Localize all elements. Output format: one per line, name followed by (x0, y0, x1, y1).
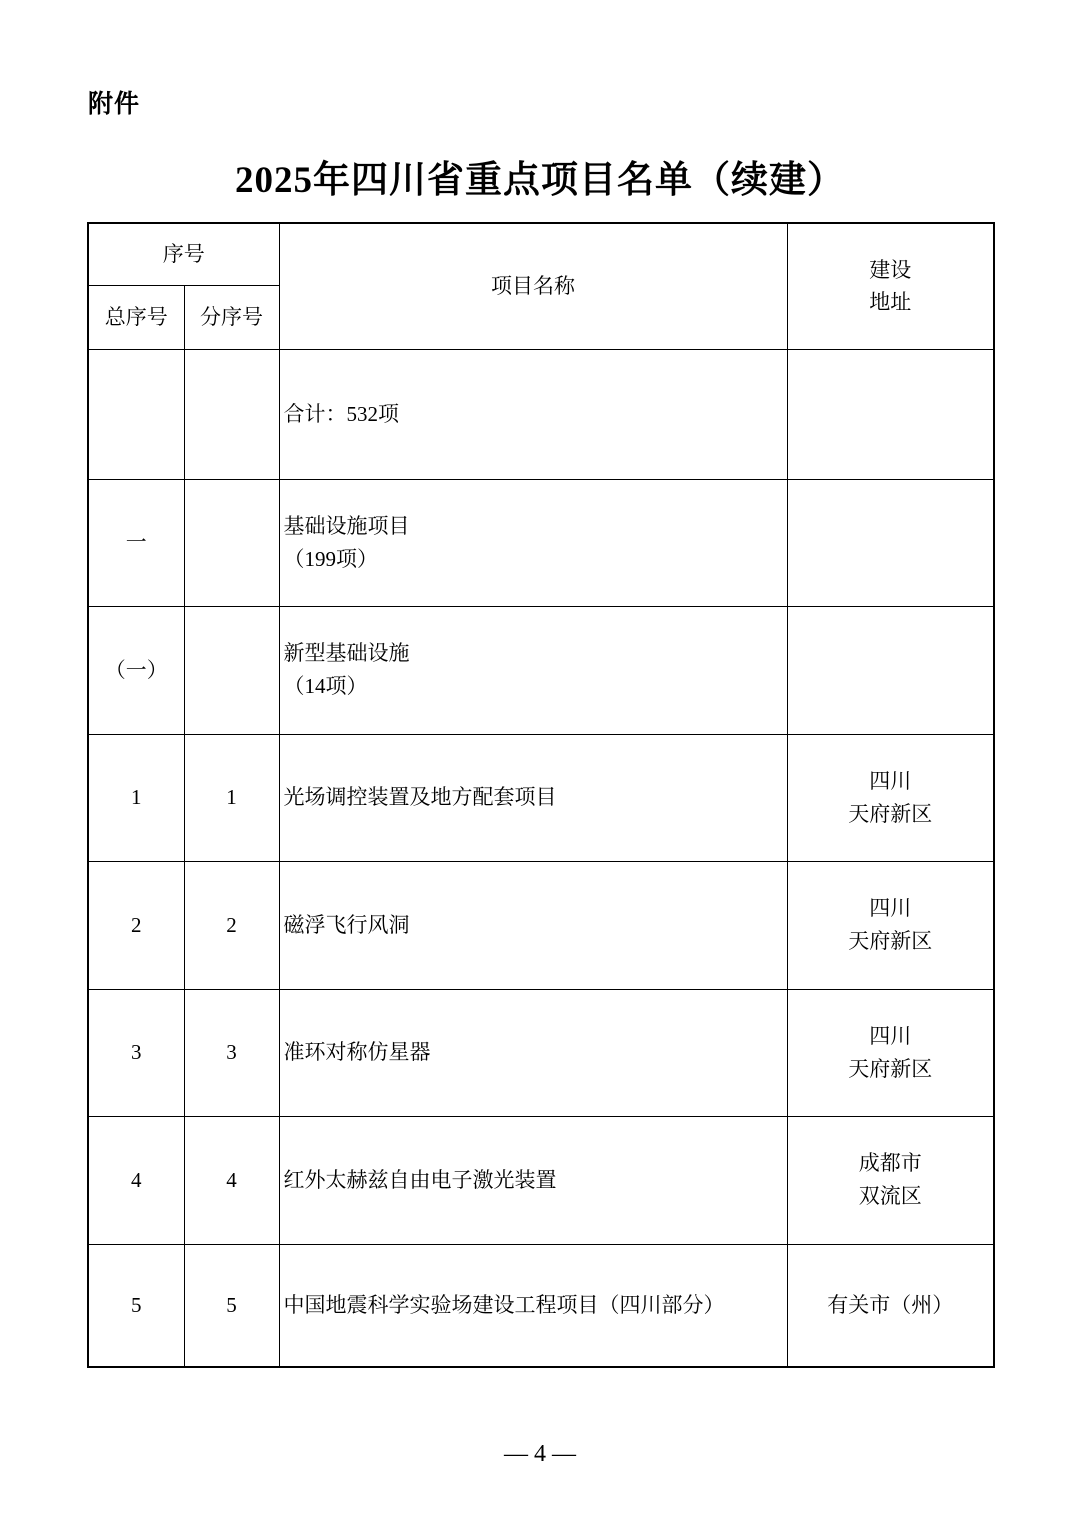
project-name-line2: （14项） (283, 674, 368, 698)
header-location-line1: 建设 (869, 257, 912, 282)
table-row-section (88, 479, 994, 606)
project-name-line1: 红外太赫兹自由电子激光装置 (283, 1167, 557, 1192)
cell-project-name (279, 861, 787, 989)
project-name-line1: 光场调控装置及地方配套项目 (283, 785, 557, 810)
header-location-line2: 地址 (869, 290, 912, 315)
cell-project-name (279, 1116, 787, 1244)
header-location (787, 223, 994, 349)
projects-table (87, 222, 995, 1368)
header-serial-group: 序号 (88, 223, 279, 285)
location-line1: 有关市（州） (827, 1292, 954, 1317)
location-line1: 四川 (869, 768, 912, 793)
table-row (88, 734, 994, 861)
cell-sub-serial: 4 (184, 1116, 279, 1244)
location-line1: 四川 (869, 896, 912, 921)
location-line1: 四川 (869, 1023, 912, 1048)
cell-location (787, 1116, 994, 1244)
project-name-line1: 合计：532项 (283, 401, 399, 426)
cell-sub-serial (184, 479, 279, 606)
location-line2: 双流区 (858, 1184, 922, 1208)
cell-location (787, 734, 994, 861)
header-sub-serial: 分序号 (184, 285, 279, 349)
cell-location (787, 989, 994, 1116)
cell-project-name (279, 1244, 787, 1367)
cell-location (787, 479, 994, 606)
cell-total-serial: 1 (88, 734, 184, 861)
cell-project-name (279, 989, 787, 1116)
attachment-label: 附件 (88, 90, 141, 118)
cell-total-serial: 2 (88, 861, 184, 989)
cell-location (787, 349, 994, 479)
project-name-line1: 准环对称仿星器 (283, 1040, 431, 1065)
cell-project-name (279, 734, 787, 861)
cell-location (787, 861, 994, 989)
location-line2: 天府新区 (848, 801, 933, 826)
cell-project-name (279, 349, 787, 479)
header-total-serial: 总序号 (88, 285, 184, 349)
location-line1: 成都市 (858, 1151, 922, 1176)
cell-sub-serial: 1 (184, 734, 279, 861)
table-row-summary (88, 349, 994, 479)
cell-sub-serial: 2 (184, 861, 279, 989)
cell-total-serial: 4 (88, 1116, 184, 1244)
table-row-subsection (88, 606, 994, 734)
cell-total-serial: （一） (88, 606, 184, 734)
header-row-1 (88, 223, 994, 285)
table-row (88, 861, 994, 989)
location-line2: 天府新区 (848, 1056, 933, 1081)
cell-total-serial: 3 (88, 989, 184, 1116)
table-row (88, 1244, 994, 1367)
cell-sub-serial: 5 (184, 1244, 279, 1367)
project-name-line1: 磁浮飞行风洞 (283, 912, 410, 937)
cell-location (787, 606, 994, 734)
cell-total-serial: 5 (88, 1244, 184, 1367)
table-row (88, 989, 994, 1116)
page-title: 2025年四川省重点项目名单（续建） (235, 160, 845, 201)
header-project-name: 项目名称 (279, 223, 787, 349)
cell-total-serial (88, 349, 184, 479)
location-line2: 天府新区 (848, 929, 933, 953)
page-number: — 4 — (504, 1441, 576, 1467)
table-row (88, 1116, 994, 1244)
project-name-line2: （199项） (283, 546, 378, 571)
project-name-line1: 中国地震科学实验场建设工程项目（四川部分） (283, 1292, 725, 1317)
cell-sub-serial (184, 606, 279, 734)
cell-sub-serial: 3 (184, 989, 279, 1116)
cell-project-name (279, 479, 787, 606)
cell-sub-serial (184, 349, 279, 479)
cell-project-name (279, 606, 787, 734)
cell-total-serial: 一 (88, 479, 184, 606)
project-name-line1: 新型基础设施 (283, 641, 410, 666)
cell-location (787, 1244, 994, 1367)
project-name-line1: 基础设施项目 (283, 513, 410, 538)
